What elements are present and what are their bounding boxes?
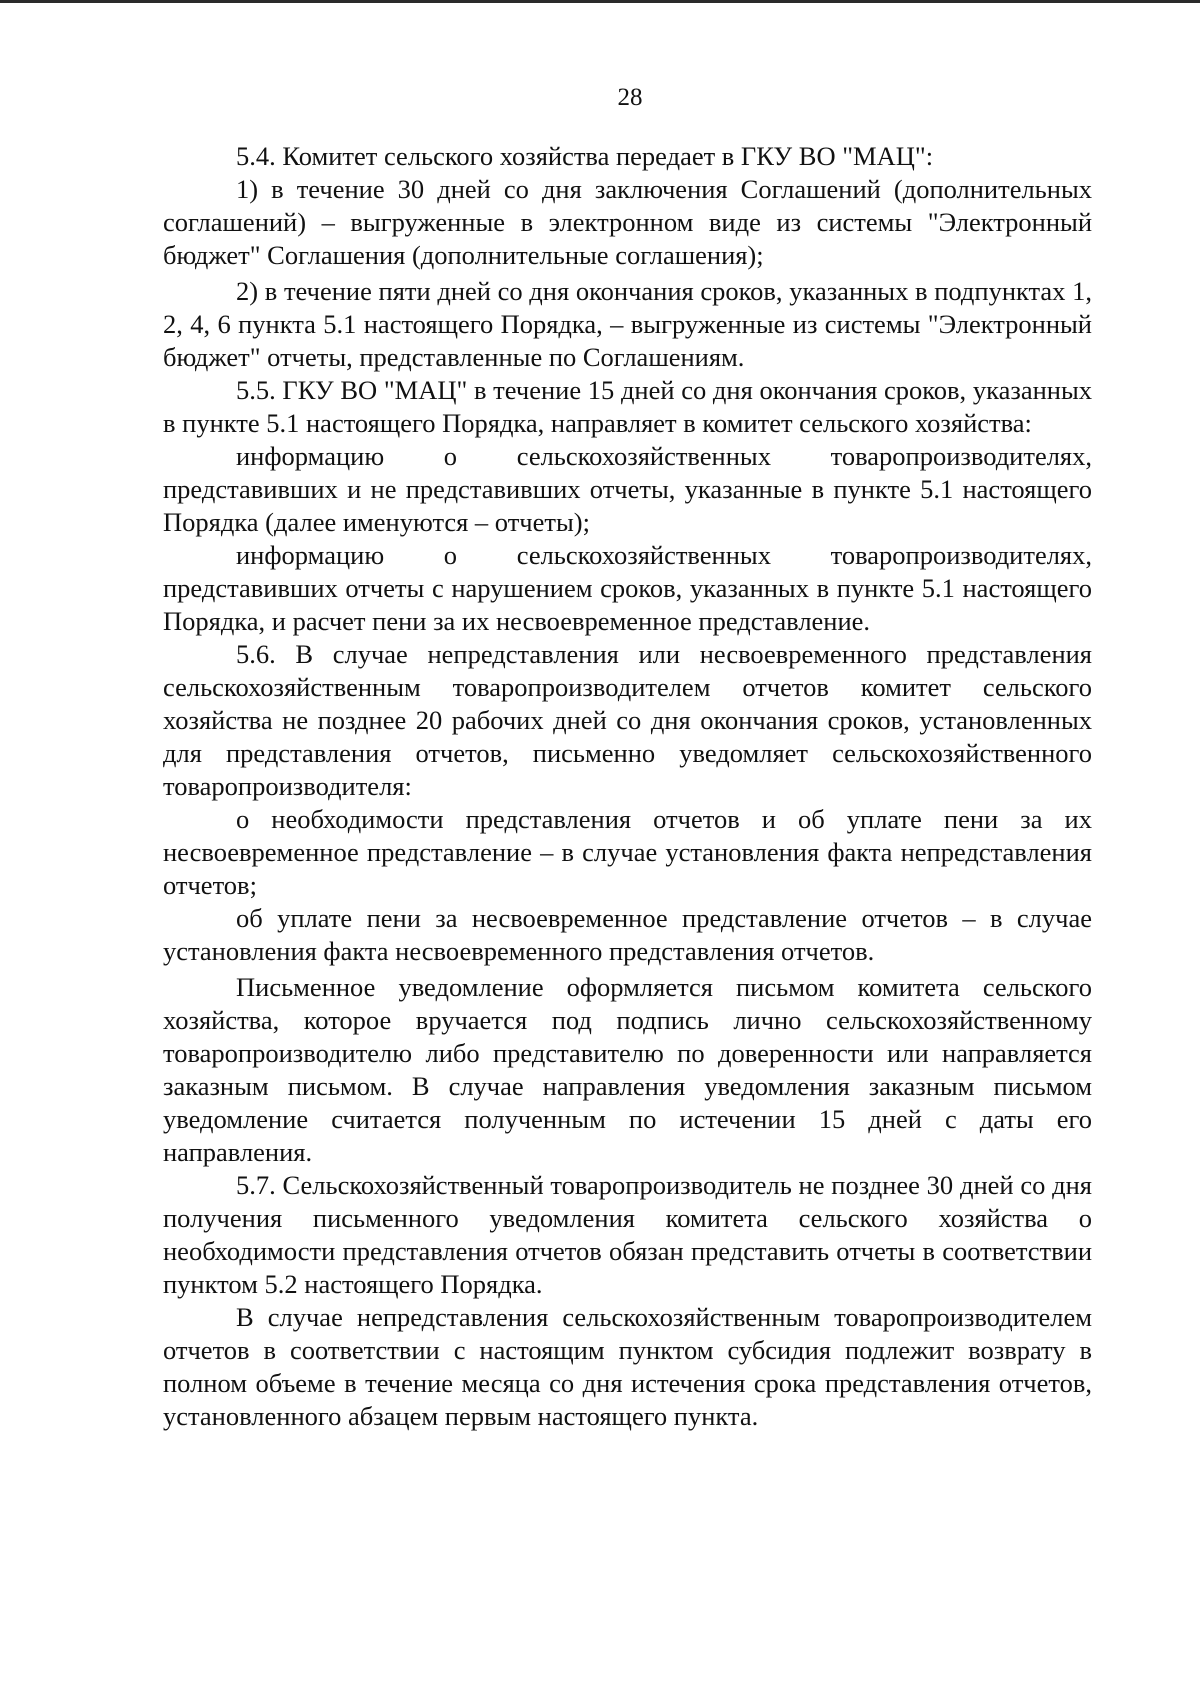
paragraph-5-5-info-2: информацию о сельскохозяйственных товаропроизводителях, представивших отчеты с нарушением сроков, указанных в пункте 5.1 настоящего Порядка, и расчет пени за их несвоевременное представление. (163, 540, 1092, 636)
paragraph-5-7: 5.7. Сельскохозяйственный товаропроизводитель не позднее 30 дней со дня получения письменного уведомления комитета сельского хозяйства о необходимости представления отчетов обязан представить отчеты в соответствии пунктом 5.2 настоящего Порядка. (163, 1170, 1092, 1299)
paragraph-5-7-return: В случае непредставления сельскохозяйственным товаропроизводителем отчетов в соответствии с настоящим пунктом субсидия подлежит возврату в полном объеме в течение месяца со дня истечения срока представления отчетов, установленного абзацем первым настоящего пункта. (163, 1302, 1092, 1431)
paragraph-5-6-case-2: об уплате пени за несвоевременное представление отчетов – в случае установления факта несвоевременного представления отчетов. (163, 903, 1092, 966)
paragraph-5-4-item-1: 1) в течение 30 дней со дня заключения Соглашений (дополнительных соглашений) – выгруженные в электронном виде из системы "Электронный бюджет" Соглашения (дополнительные соглашения); (163, 174, 1092, 270)
scan-top-edge (0, 0, 1200, 3)
paragraph-5-5-info-1: информацию о сельскохозяйственных товаропроизводителях, представивших и не представивших отчеты, указанные в пункте 5.1 настоящего Порядка (далее именуются – отчеты); (163, 441, 1092, 537)
document-body (163, 140, 1092, 1433)
paragraph-notice: Письменное уведомление оформляется письмом комитета сельского хозяйства, которое вручается под подпись лично сельскохозяйственному товаропроизводителю либо представителю по доверенности или направляется заказным письмом. В случае направления уведомления заказным письмом уведомление считается полученным по истечении 15 дней с даты его направления. (163, 972, 1092, 1167)
paragraph-5-6: 5.6. В случае непредставления или несвоевременного представления сельскохозяйственным товаропроизводителем отчетов комитет сельского хозяйства не позднее 20 рабочих дней со дня окончания сроков, установленных для представления отчетов, письменно уведомляет сельскохозяйственного товаропроизводителя: (163, 639, 1092, 801)
paragraph-5-4: 5.4. Комитет сельского хозяйства передает в ГКУ ВО "МАЦ": (236, 141, 934, 171)
paragraph-5-5: 5.5. ГКУ ВО "МАЦ" в течение 15 дней со дня окончания сроков, указанных в пункте 5.1 настоящего Порядка, направляет в комитет сельского хозяйства: (163, 375, 1092, 438)
paragraph-5-6-case-1: о необходимости представления отчетов и об уплате пени за их несвоевременное представление – в случае установления факта непредставления отчетов; (163, 804, 1092, 900)
page-number: 28 (617, 84, 643, 111)
paragraph-5-4-item-2: 2) в течение пяти дней со дня окончания сроков, указанных в подпунктах 1, 2, 4, 6 пункта 5.1 настоящего Порядка, – выгруженные из системы "Электронный бюджет" отчеты, представленные по Соглашениям. (163, 276, 1092, 372)
